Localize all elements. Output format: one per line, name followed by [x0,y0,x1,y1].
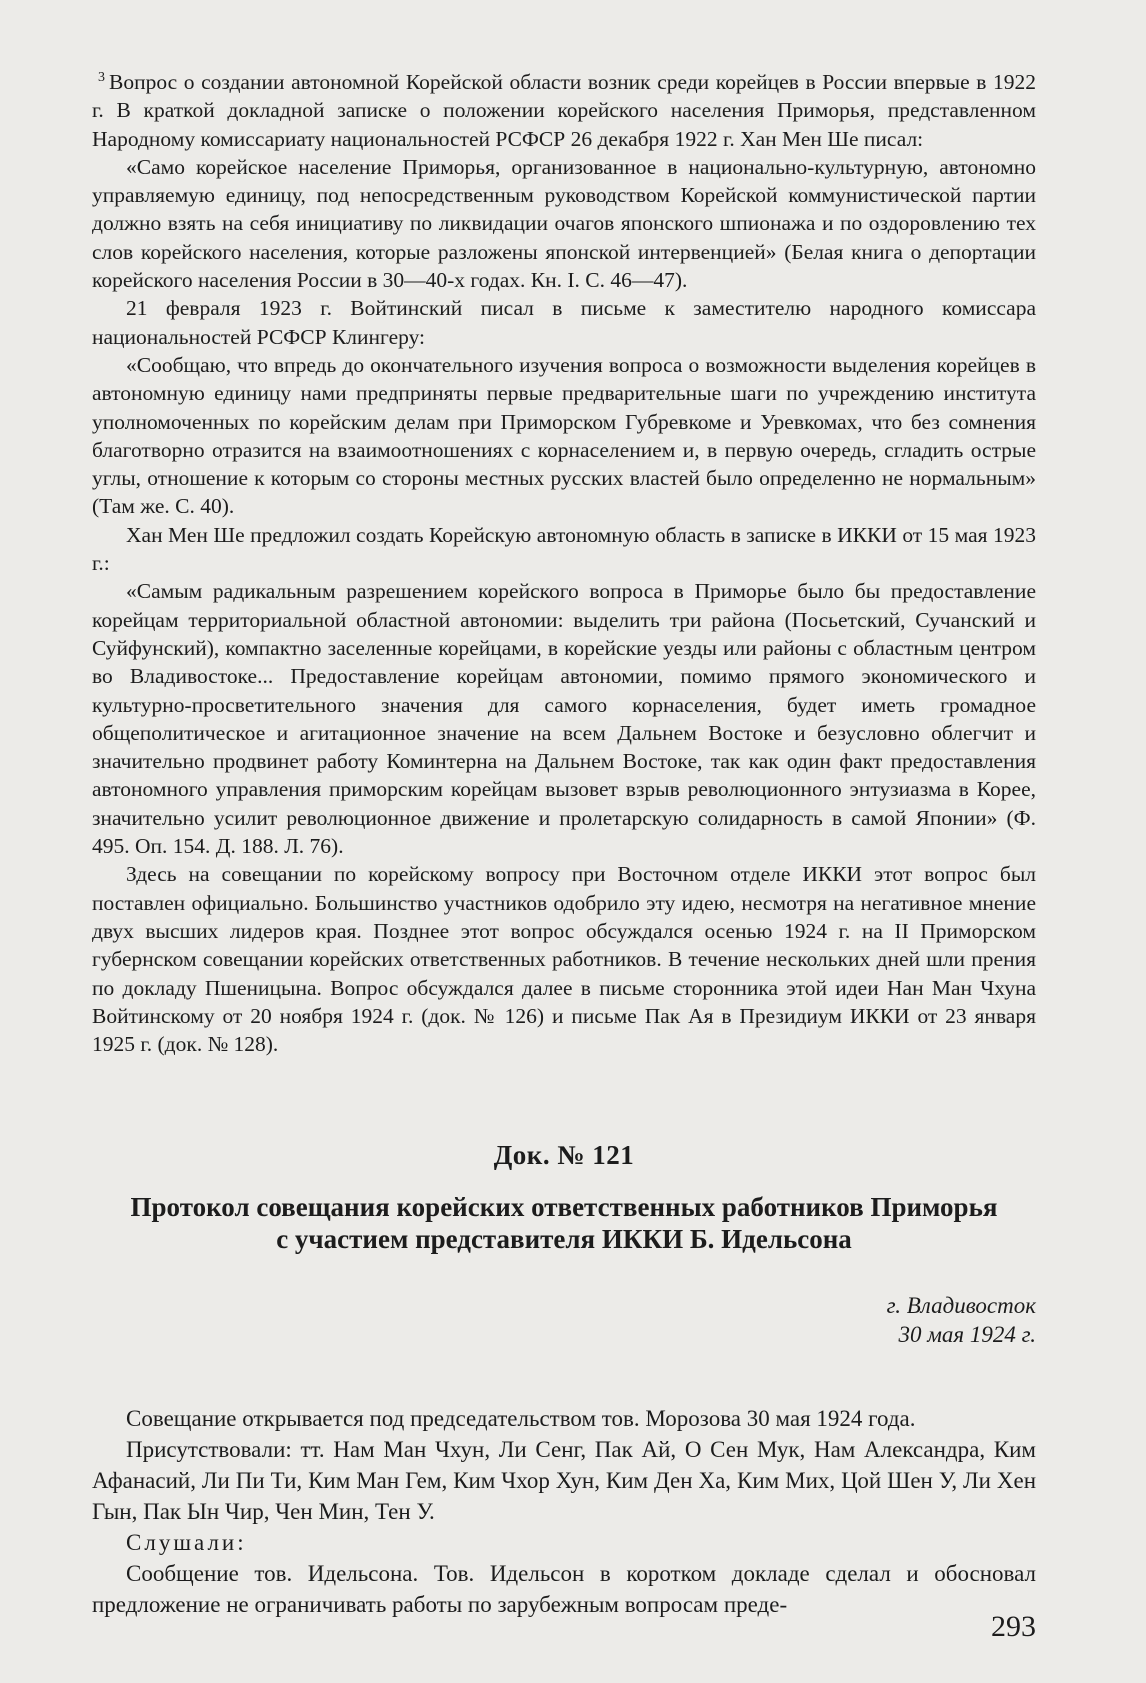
document-number: Док. № 121 [493,1140,635,1171]
document-title [92,1191,1036,1255]
body-paragraph: Присутствовали: тт. Нам Ман Чхун, Ли Сенг, Пак Ай, О Сен Мук, Нам Александра, Ким Афанасий, Ли Пи Ти, Ким Ман Гем, Ким Чхор Хун, Ким Ден Ха, Ким Мих, Цой Шен У, Ли Хен Гын, Пак Ын Чир, Чен Мин, Тен У. [92,1437,1036,1525]
document-place: г. Владивосток [886,1293,1036,1319]
document-title-line: Протокол совещания корейских ответственных работников Приморья [130,1192,998,1223]
footnote-paragraph: 21 февраля 1923 г. Войтинский писал в письме к заместителю народного комиссара национальностей РСФСР Клингеру: [92,296,1036,349]
footnote-marker: 3 [98,69,105,85]
page-number: 293 [991,1610,1036,1643]
footnote-paragraph: «Сообщаю, что впредь до окончательного изучения вопроса о возможности выделения корейцев в автономную единицу нами предприняты первые предварительные шаги по учреждению института уполномоченных по корейским делам при Приморском Губревкоме и Уревкомах, что без сомнения благотворно отразится на взаимоотношениях с корнаселением и, в первую очередь, сгладить острые углы, отношение к которым со стороны местных русских властей было определенно не нормальным» (Там же. С. 40). [92,352,1036,519]
footnote-paragraph: $^3$ Вопрос о создании автономной Корейской области возник среди корейцев в России впервые в 1922 г. В краткой докладной записке о положении корейского населения Приморья, представленном Народному комиссариату национальностей РСФСР 26 декабря 1922 г. Хан Мен Ше писал: [92,69,1036,151]
footnote-paragraph: «Самым радикальным разрешением корейского вопроса в Приморье было бы предоставление корейцам территориальной областной автономии: выделить три района (Посьетский, Сучанский и Суйфунский), компактно заселенные корейцами, в корейские уезды или районы с областным центром во Владивостоке... Предоставление корейцам автономии, помимо прямого экономического и культурно-просветительного значения для самого корнаселения, будет иметь громадное общеполитическое и агитационное значение на всем Дальнем Востоке и безусловно облегчит и значительно продвинет работу Коминтерна на Дальнем Востоке, так как один факт предоставления автономного управления приморским корейцам вызовет взрыв революционного энтузиазма в Корее, значительно усилит революционное движение и пролетарскую солидарность в самой Японии» (Ф. 495. Оп. 154. Д. 188. Л. 76). [92,579,1036,859]
document-body [92,1403,1036,1620]
footnote-paragraph: Хан Мен Ше предложил создать Корейскую автономную область в записке в ИККИ от 15 мая 1923 г.: [92,522,1036,576]
place-date [92,1291,1036,1349]
body-paragraph: Совещание открывается под председательством тов. Морозова 30 мая 1924 года. [126,1406,916,1432]
document-date: 30 мая 1924 г. [898,1322,1036,1348]
heard-label: Слушали: [126,1530,247,1556]
footnote-paragraph: «Само корейское население Приморья, организованное в национально-культурную, автономно управляемую единицу, под непосредственным руководством Корейской коммунистической партии должно взять на себя инициативу по ликвидации очагов японского шпионажа и по оздоровлению тех слов корейского населения, которые разложены японской интервенцией» (Белая книга о депортации корейского населения России в 30—40-х годах. Кн. I. С. 46—47). [92,154,1036,293]
document-title-line: с участием представителя ИККИ Б. Идельсона [276,1224,852,1255]
footnote-block [92,68,1036,1058]
body-paragraph: Сообщение тов. Идельсона. Тов. Идельсон в коротком докладе сделал и обосновал предложение не ограничивать работы по зарубежным вопросам преде- [92,1561,1036,1618]
footnote-paragraph: Здесь на совещании по корейскому вопросу при Восточном отделе ИККИ этот вопрос был поставлен официально. Большинство участников одобрило эту идею, несмотря на негативное мнение двух высших лидеров края. Позднее этот вопрос обсуждался осенью 1924 г. на II Приморском губернском совещании корейских ответственных работников. В течение нескольких дней шли прения по докладу Пшеницына. Вопрос обсуждался далее в письме сторонника этой идеи Нан Ман Чхуна Войтинскому от 20 ноября 1924 г. (док. № 126) и письме Пак Ая в Президиум ИККИ от 23 января 1925 г. (док. № 128). [92,862,1036,1057]
